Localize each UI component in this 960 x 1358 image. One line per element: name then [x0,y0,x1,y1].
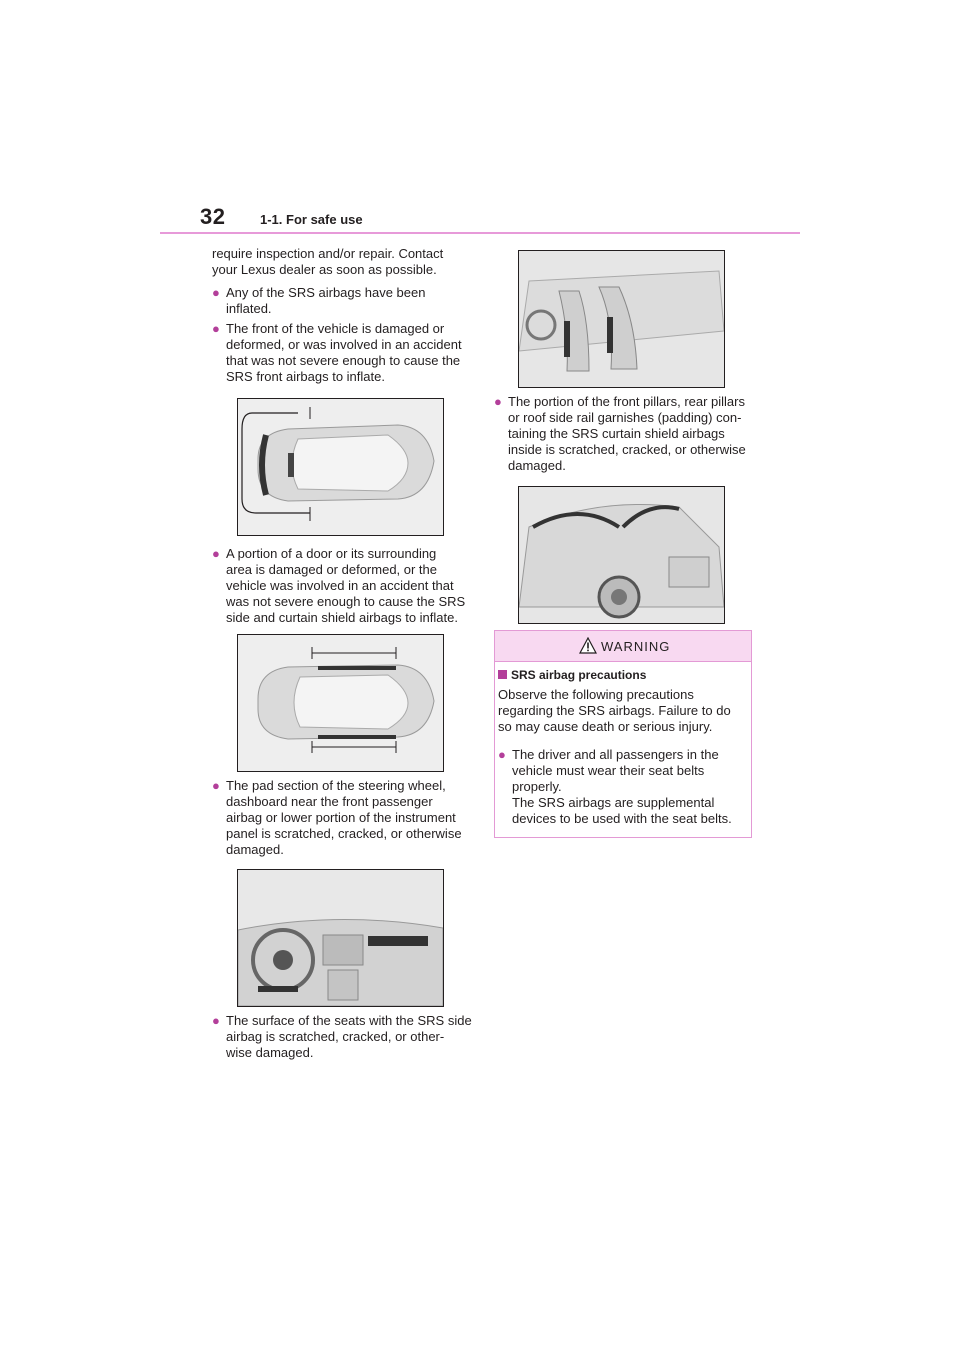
bullet-icon: ● [212,778,220,793]
bullet-door-damaged: ● A portion of a door or its surrounding area is damaged or deformed, or the vehicle was involved in an accident that was not severe enough to cause the SRS side and curtain shield airbags to inflate. [212,546,466,625]
square-bullet-icon [498,670,507,679]
bullet-pad-damaged: ● The pad section of the steering wheel, dashboard near the front passenger airbag or lower portion of the instrument panel is scratched, cracked, or otherwise damaged. [212,778,462,857]
warning-title: WARNING [601,639,671,654]
page-number: 32 [200,204,226,229]
bullet-icon: ● [212,285,220,300]
warning-triangle-icon [579,637,597,659]
bullet-icon: ● [212,321,220,336]
figure-front-impact [237,398,444,536]
header-rule [160,232,800,234]
bullet-front-damaged: ● The front of the vehicle is damaged or deformed, or was involved in an accident that was not severe enough to cause the SRS front airbags to inflate. [212,321,462,384]
bullet-icon: ● [498,747,506,762]
warning-header [495,631,751,662]
figure-dashboard [237,869,444,1007]
warning-bullet: ● The driver and all passengers in the vehicle must wear their seat belts properly. The SRS airbags are supplemental devices to be used with the seat belts. [498,747,732,826]
figure-curtain-airbags [518,486,725,624]
warning-subheading: SRS airbag precautions [498,667,646,683]
bullet-icon: ● [212,1013,220,1028]
bullet-icon: ● [494,394,502,409]
warning-box [494,630,752,838]
section-title: 1-1. For safe use [260,212,363,227]
bullet-pillars-damaged: ● The portion of the front pillars, rear pillars or roof side rail garnishes (padding) con- taining the SRS curtain shield airbags inside is scratched, cracked, or otherwise damaged. [494,394,746,473]
warning-paragraph: Observe the following precautions regarding the SRS airbags. Failure to do so may cause death or serious injury. [498,687,731,734]
bullet-icon: ● [212,546,220,561]
figure-seats [518,250,725,388]
page-header [160,200,800,240]
intro-text: require inspection and/or repair. Contact your Lexus dealer as soon as possible. [212,246,444,277]
bullet-seat-damaged: ● The surface of the seats with the SRS side airbag is scratched, cracked, or other- wise damaged. [212,1013,472,1060]
figure-side-impact [237,634,444,772]
bullet-airbags-inflated: ● Any of the SRS airbags have been inflated. [212,285,426,316]
